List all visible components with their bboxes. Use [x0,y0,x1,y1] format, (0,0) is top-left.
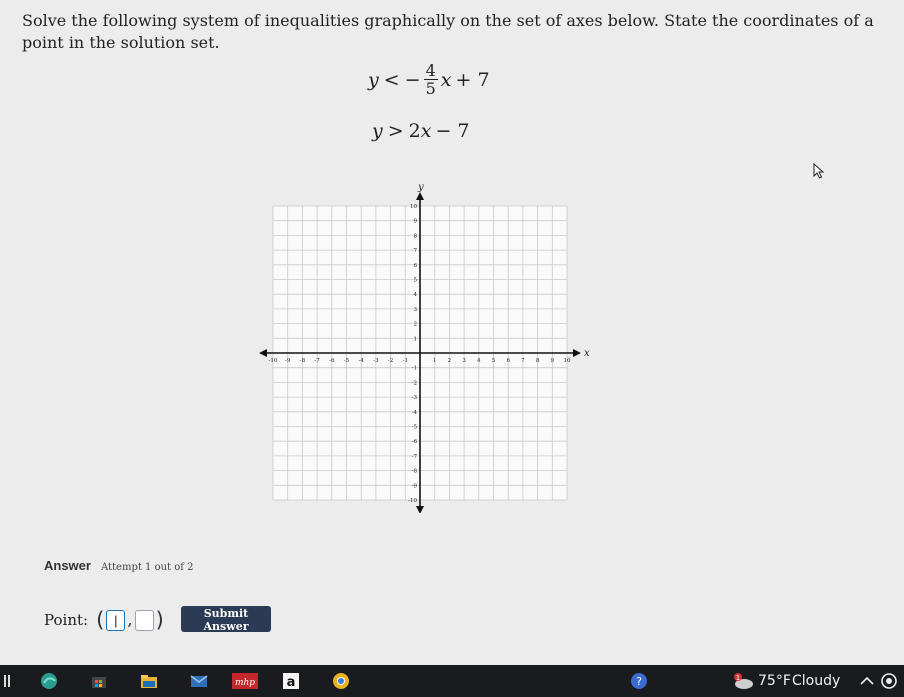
inequality-1 [368,62,490,97]
x-tick-label: 10 [563,358,571,364]
ineq1-lhs: y [368,68,379,91]
y-tick-label: 6 [413,262,417,269]
x-tick-label: -3 [373,358,379,364]
chevron-up-icon[interactable] [858,672,876,690]
y-tick-label: -10 [408,498,417,504]
x-tick-label: -10 [268,358,278,364]
mouse-cursor-icon [813,163,825,179]
point-label: Point: [44,611,89,629]
ineq2-coefficient: 2 [408,120,421,142]
amazon-label: a [286,675,296,690]
chrome-icon[interactable] [332,672,350,690]
x-tick-label: 1 [432,358,437,364]
x-tick-label: 4 [477,358,481,364]
y-tick-label: 3 [413,306,417,313]
coordinate-comma: , [127,610,133,630]
y-tick-label: -1 [411,365,417,372]
y-tick-label: 4 [413,292,417,299]
y-tick-label: -5 [411,424,417,431]
y-tick-label: 9 [413,218,417,225]
mhp-label: mhp [234,678,256,688]
x-tick-label: 3 [462,358,466,364]
ineq1-fraction [424,62,438,97]
record-icon[interactable] [880,672,898,690]
amazon-icon[interactable] [282,672,300,690]
x-tick-label: 9 [550,358,555,364]
y-tick-label: 7 [413,248,417,255]
weather-condition: Cloudy [792,673,841,689]
x-axis-arrow-left [259,349,267,357]
x-tick-label: 8 [535,358,540,364]
point-entry [44,608,165,632]
x-axis-label: x [584,348,590,359]
ineq2-operator: > [387,120,404,142]
ineq2-variable: x [420,120,432,142]
y-tick-label: -2 [411,380,417,387]
ineq1-variable: x [440,68,452,91]
weather-temperature: 75°F [758,673,791,689]
mail-icon[interactable] [190,672,208,690]
x-tick-label: -2 [387,358,394,364]
help-icon[interactable] [630,672,648,690]
store-icon[interactable] [90,672,108,690]
submit-answer-button[interactable]: Submit Answer [181,606,271,632]
notification-count: 1 [735,674,741,682]
y-tick-label: 8 [413,233,417,240]
coordinate-graph[interactable] [255,183,595,513]
edge-icon[interactable] [40,672,58,690]
ineq1-numerator: 4 [425,61,436,80]
y-tick-label: -8 [411,468,417,475]
folder-icon[interactable] [140,672,158,690]
y-tick-label: -9 [411,483,417,490]
ineq2-lhs: y [372,120,383,142]
y-axis-label: y [418,183,424,193]
answer-label: Answer [44,558,91,573]
weather-icon[interactable] [732,672,754,690]
x-tick-label: -4 [358,358,364,364]
search-icon[interactable] [2,672,20,690]
x-tick-label: -9 [285,358,291,364]
x-tick-label: -8 [299,358,306,364]
ineq2-constant: − 7 [435,120,470,142]
x-tick-label: 7 [521,358,525,364]
inequality-2 [372,120,470,142]
taskbar [0,665,904,697]
x-tick-label: -1 [402,358,408,364]
ineq1-constant: + 7 [455,68,490,91]
attempt-counter: Attempt 1 out of 2 [100,562,194,573]
mhp-icon[interactable] [232,672,258,690]
question-text: Solve the following system of inequalities graphically on the set of axes below. State the coordinates of a point in the solution set. [22,11,874,52]
y-axis-arrow-up [416,192,424,200]
y-tick-label: -4 [411,409,417,416]
y-tick-label: 5 [413,277,417,284]
x-tick-label: -5 [343,358,350,364]
ineq1-negative-sign: − [404,68,421,91]
x-axis-arrow-right [573,349,581,357]
x-coordinate-input[interactable] [106,610,125,631]
x-tick-label: 2 [447,358,452,364]
answer-header [44,558,194,573]
y-tick-label: -3 [411,395,417,402]
y-coordinate-input[interactable] [135,610,154,631]
close-paren: ) [155,608,164,632]
open-paren: ( [96,608,105,632]
ineq1-operator: < [383,68,400,91]
y-tick-label: -7 [411,453,417,460]
y-tick-label: -6 [411,439,417,446]
x-tick-label: 6 [506,358,510,364]
y-tick-label: 1 [413,336,417,343]
x-tick-label: -6 [329,358,335,364]
x-tick-label: 5 [491,358,496,364]
y-tick-label: 2 [413,321,417,328]
x-tick-label: -7 [314,358,320,364]
svg-text:?: ? [636,675,642,688]
y-tick-label: 10 [410,204,417,210]
ineq1-denominator: 5 [425,79,436,98]
y-axis-arrow-down [416,506,424,513]
